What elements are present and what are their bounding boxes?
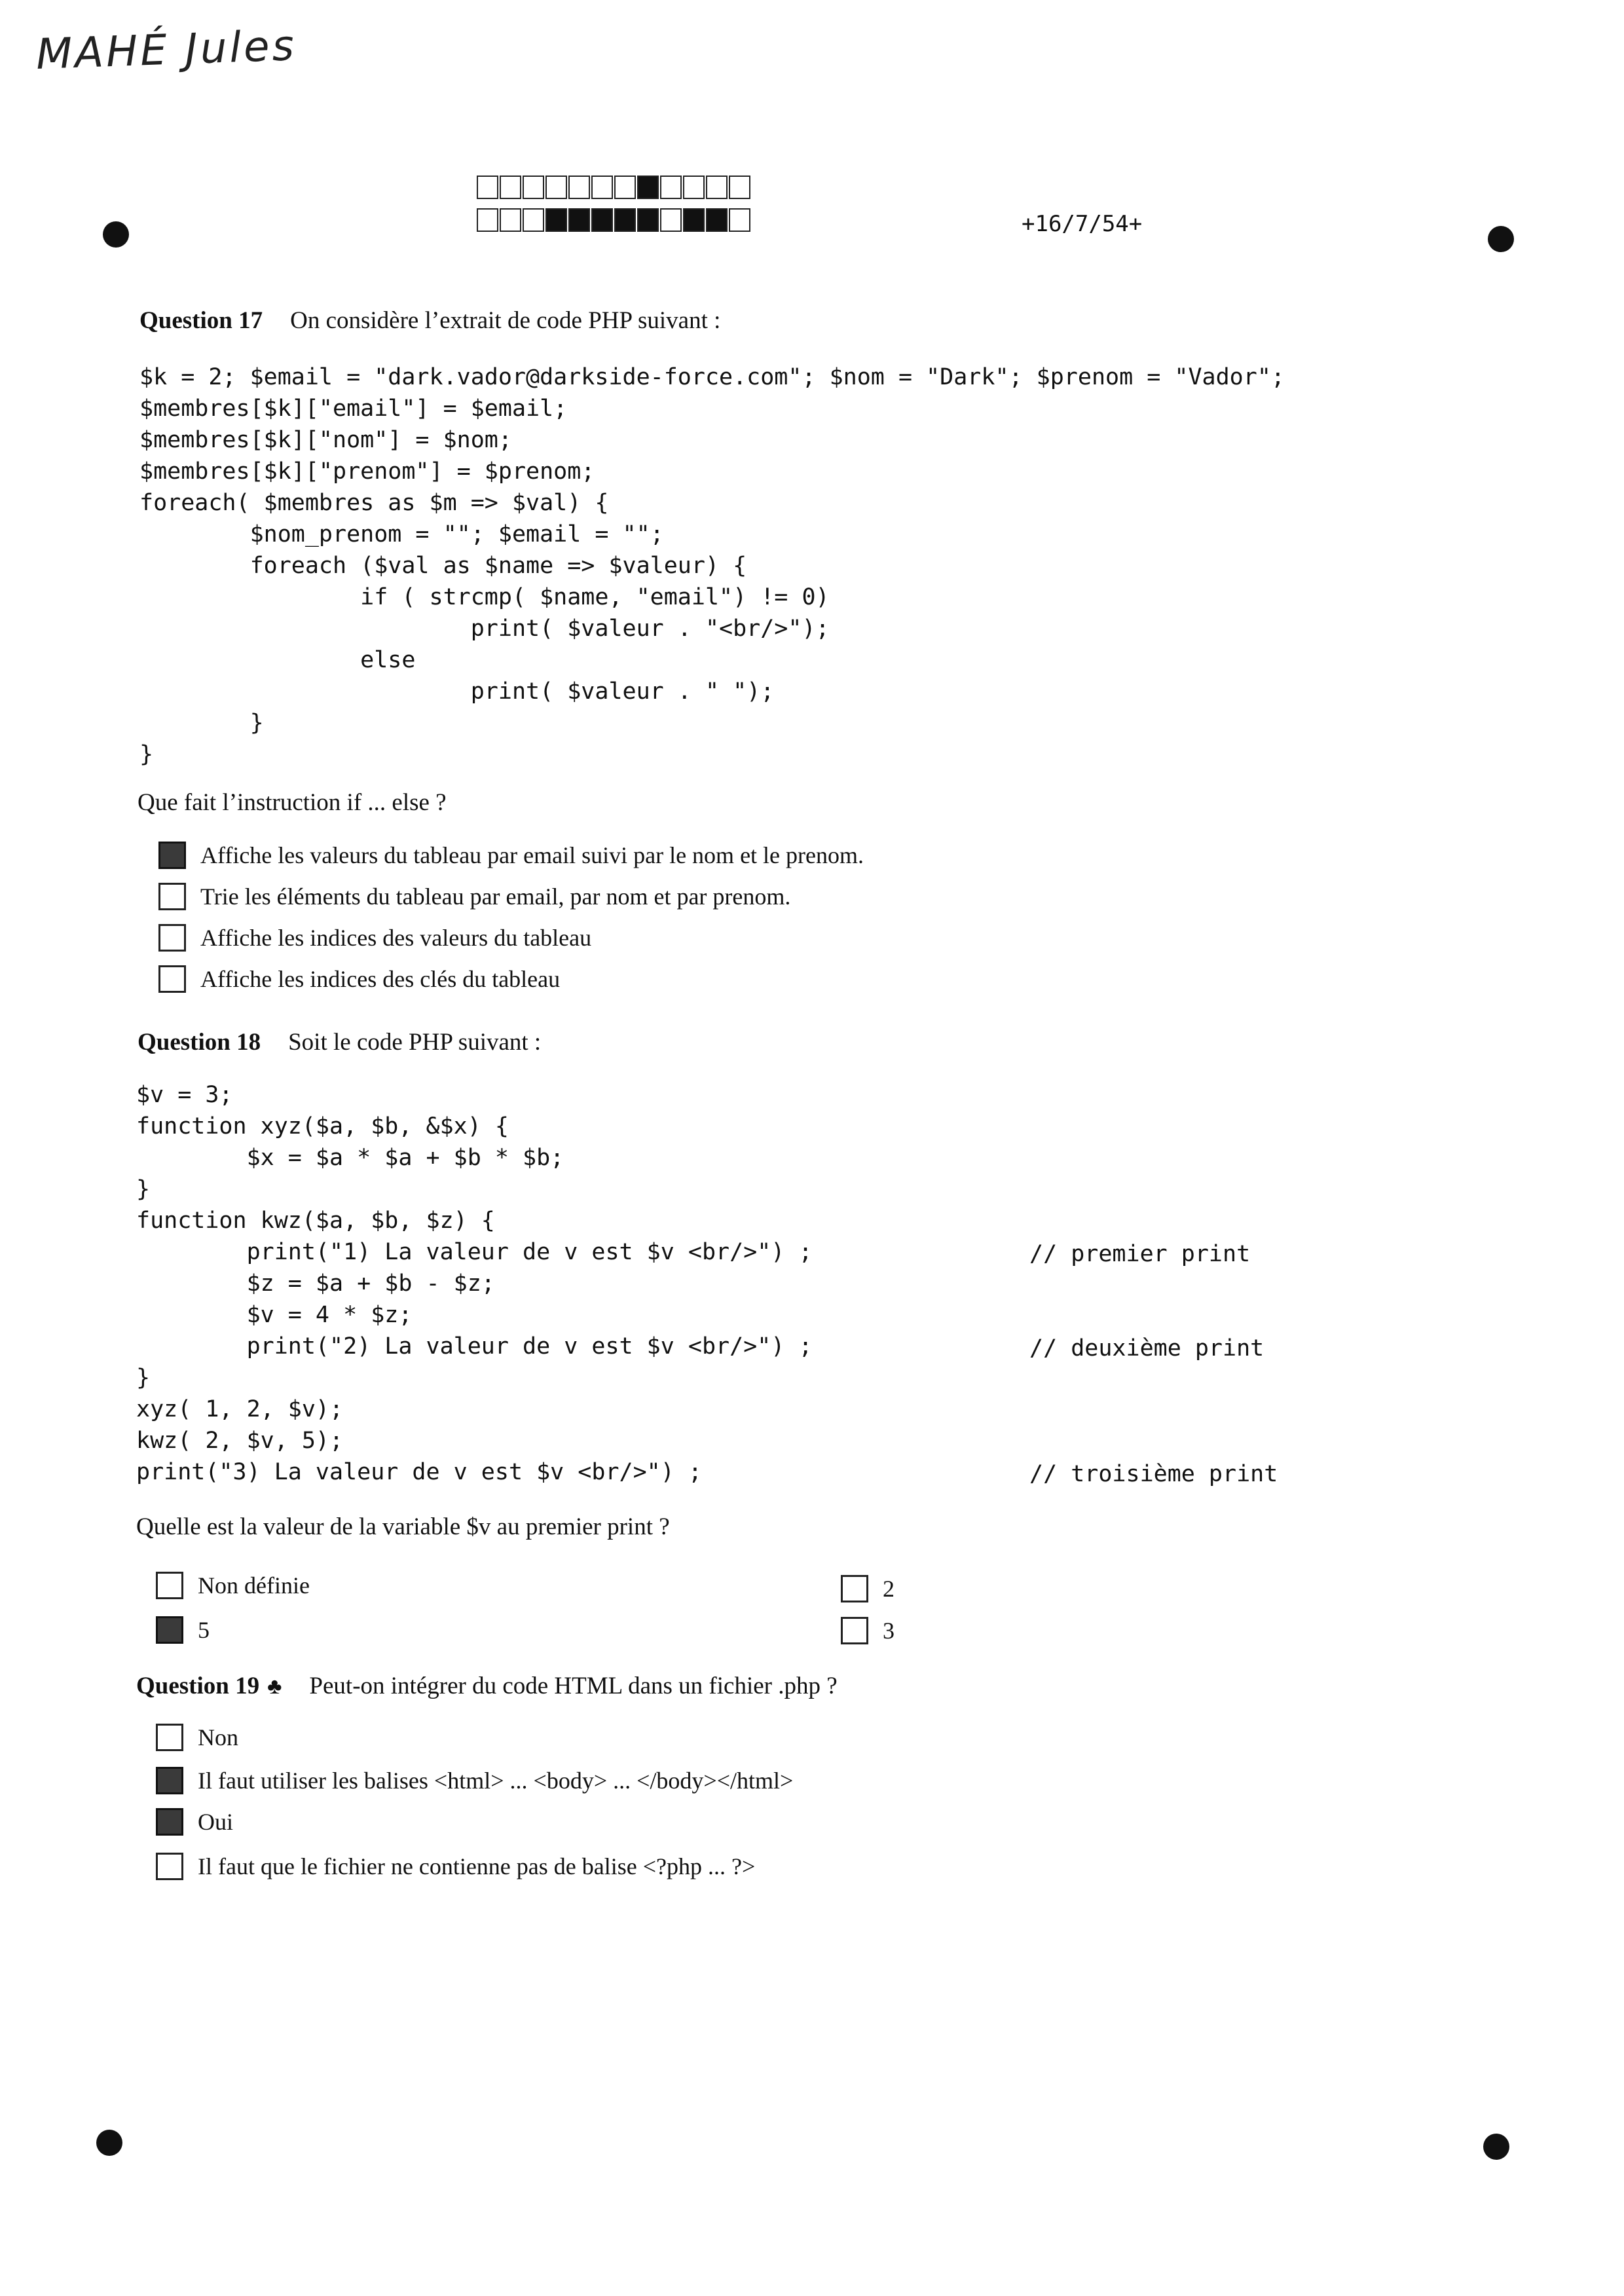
- q18-checkbox-3[interactable]: [841, 1575, 868, 1602]
- barcode-top-cell: [568, 176, 590, 199]
- q19-checkbox-2[interactable]: [156, 1767, 183, 1794]
- q17-option-3-label: Affiche les indices des valeurs du tableau: [200, 925, 592, 951]
- comment-premier-print: // premier print: [1029, 1241, 1251, 1267]
- q18-option-3-label: 2: [883, 1576, 895, 1602]
- q19-checkbox-3[interactable]: [156, 1808, 183, 1836]
- barcode-row-bottom: [477, 208, 752, 232]
- question-18-label: Question 18: [138, 1029, 261, 1056]
- comment-deuxieme-print: // deuxième print: [1029, 1335, 1264, 1361]
- q19-option-2-label: Il faut utiliser les balises <html> ... <body> ... </body></html>: [198, 1768, 794, 1794]
- question-18-header: [138, 1028, 541, 1056]
- barcode-bottom-cell: [523, 208, 544, 232]
- q18-option-4-label: 3: [883, 1618, 895, 1644]
- barcode-bottom-cell: [591, 208, 613, 232]
- q19-option-3-label: Oui: [198, 1809, 233, 1835]
- barcode-bottom-cell: [706, 208, 728, 232]
- q18-checkbox-1[interactable]: [156, 1572, 183, 1599]
- q18-checkbox-2[interactable]: [156, 1616, 183, 1644]
- q18-option-2[interactable]: [841, 1575, 895, 1602]
- question-19-header: [136, 1672, 838, 1700]
- registration-mark-bottom-right: [1483, 2134, 1509, 2160]
- q17-checkbox-3[interactable]: [158, 924, 186, 952]
- q19-option-4-label: Il faut que le fichier ne contienne pas de balise <?php ... ?>: [198, 1853, 756, 1879]
- student-name-handwritten: MAHÉ Jules: [35, 22, 298, 79]
- q18-option-3[interactable]: [841, 1617, 895, 1644]
- q19-option-1-label: Non: [198, 1724, 238, 1750]
- question-18-code: $v = 3; function xyz($a, $b, &$x) { $x = $a * $a + $b * $b; } function kwz($a, $b, $z) { print("1) La valeur de v est $v <br/>") ; $z = $a + $b - $z; $v = 4 * $z; print("2) La valeur de v est $v <br/>") ; } xyz( 1, 2, $v); kwz( 2, $v, 5); print("3) La valeur de v est $v <br/>") ;: [136, 1082, 813, 1485]
- registration-mark-bottom-left: [96, 2130, 122, 2156]
- barcode-bottom-cell: [500, 208, 521, 232]
- q17-option-4[interactable]: [158, 965, 560, 993]
- q17-checkbox-2[interactable]: [158, 883, 186, 910]
- question-18-title: Soit le code PHP suivant :: [288, 1029, 542, 1056]
- q19-checkbox-1[interactable]: [156, 1724, 183, 1751]
- question-17-title: On considère l’extrait de code PHP suivant :: [290, 307, 721, 334]
- barcode-top-cell: [614, 176, 636, 199]
- barcode-row-top: [477, 176, 752, 199]
- barcode-bottom-cell: [660, 208, 682, 232]
- page-identifier: +16/7/54+: [1022, 211, 1143, 237]
- barcode-bottom-cell: [637, 208, 659, 232]
- question-17-label: Question 17: [139, 307, 263, 334]
- q18-option-1-label: Non définie: [198, 1572, 310, 1599]
- question-18-prompt: Quelle est la valeur de la variable $v au premier print ?: [136, 1513, 670, 1540]
- barcode-bottom-cell: [545, 208, 567, 232]
- q18-checkbox-4[interactable]: [841, 1617, 868, 1644]
- barcode-bottom-cell: [568, 208, 590, 232]
- barcode-bottom-cell: [729, 208, 750, 232]
- barcode-top-cell: [545, 176, 567, 199]
- q19-option-4[interactable]: [156, 1853, 755, 1880]
- q17-checkbox-4[interactable]: [158, 965, 186, 993]
- barcode-top-cell: [683, 176, 705, 199]
- q17-option-1-label: Affiche les valeurs du tableau par email suivi par le nom et le prenom.: [200, 842, 864, 868]
- question-19-title: Peut-on intégrer du code HTML dans un fichier .php ?: [309, 1673, 838, 1699]
- registration-mark-top-left: [103, 221, 129, 248]
- q18-option-5[interactable]: [156, 1616, 210, 1644]
- comment-troisieme-print: // troisième print: [1029, 1461, 1278, 1487]
- q17-option-2[interactable]: [158, 883, 790, 910]
- q17-option-4-label: Affiche les indices des clés du tableau: [200, 966, 561, 992]
- barcode-top-cell: [477, 176, 498, 199]
- q18-option-non-definie[interactable]: [156, 1572, 310, 1599]
- question-17-prompt: Que fait l’instruction if ... else ?: [138, 789, 447, 816]
- question-17-header: [139, 306, 720, 335]
- barcode-bottom-cell: [683, 208, 705, 232]
- club-icon: ♣: [267, 1675, 282, 1699]
- barcode-top-cell: [729, 176, 750, 199]
- question-19-label: Question 19: [136, 1673, 260, 1699]
- q17-option-1[interactable]: [158, 842, 864, 869]
- q17-option-3[interactable]: [158, 924, 591, 952]
- barcode-top-cell: [523, 176, 544, 199]
- barcode-top-cell: [637, 176, 659, 199]
- question-17-code: $k = 2; $email = "dark.vador@darkside-force.com"; $nom = "Dark"; $prenom = "Vador"; $membres[$k]["email"] = $email; $membres[$k]["nom"] = $nom; $membres[$k]["prenom"] = $prenom; foreach( $membres as $m => $val) { $nom_prenom = ""; $email = ""; foreach ($val as $name => $valeur) { if ( strcmp( $name, "email") != 0) print( $valeur . "<br/>"); else print( $valeur . " "); } }: [139, 364, 1285, 768]
- q18-option-2-label: 5: [198, 1617, 210, 1643]
- barcode-bottom-cell: [614, 208, 636, 232]
- barcode-bottom-cell: [477, 208, 498, 232]
- q19-option-3[interactable]: [156, 1808, 233, 1836]
- q19-checkbox-4[interactable]: [156, 1853, 183, 1880]
- q19-option-1[interactable]: [156, 1724, 238, 1751]
- barcode-top-cell: [500, 176, 521, 199]
- barcode-top-cell: [706, 176, 728, 199]
- q17-option-2-label: Trie les éléments du tableau par email, par nom et par prenom.: [200, 883, 791, 910]
- barcode-top-cell: [660, 176, 682, 199]
- q17-checkbox-1[interactable]: [158, 842, 186, 869]
- barcode-top-cell: [591, 176, 613, 199]
- q19-option-2[interactable]: [156, 1767, 793, 1794]
- registration-mark-top-right: [1488, 226, 1514, 252]
